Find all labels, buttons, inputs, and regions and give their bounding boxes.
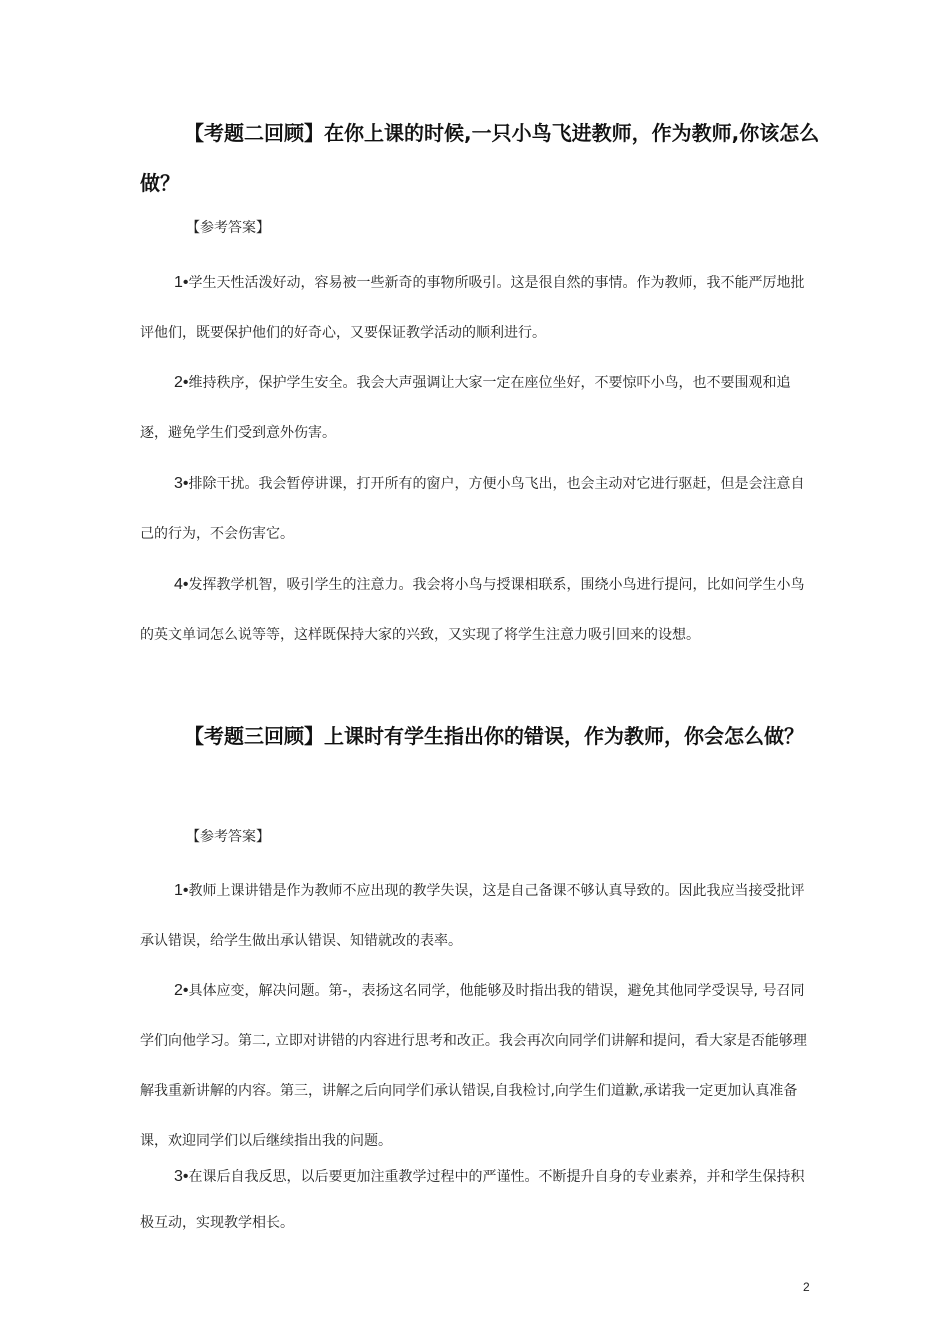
q2-item-1-text: 学生天性活泼好动，容易被一些新奇的事物所吸引。这是很自然的事情。作为教师，我不能严厉地批评他们，既要保护他们的好奇心，又要保证教学活动的顺利进行。	[140, 275, 805, 341]
q2-item-1-number: 1•	[174, 274, 189, 291]
q3-answer-item-1	[140, 866, 816, 966]
q2-answer-item-4	[140, 560, 816, 660]
q2-item-4-text: 发挥教学机智，吸引学生的注意力。我会将小鸟与授课相联系，围绕小鸟进行提问，比如问学生小鸟的英文单词怎么说等等，这样既保持大家的兴致，又实现了将学生注意力吸引回来的设想。	[140, 577, 805, 643]
q2-answer-item-2	[140, 358, 816, 458]
q2-item-3-number: 3•	[174, 475, 189, 492]
q2-item-2-number: 2•	[174, 374, 189, 391]
q3-answer-item-3	[140, 1154, 816, 1246]
q3-item-1-number: 1•	[174, 882, 189, 899]
q2-answer-item-1	[140, 258, 816, 358]
q3-item-3-number: 3•	[174, 1168, 189, 1185]
question-three-heading: 【考题三回顾】上课时有学生指出你的错误，作为教师，你会怎么做？	[184, 724, 804, 748]
q3-answer-item-2	[140, 966, 816, 1166]
q2-item-3-text: 排除干扰。我会暂停讲课，打开所有的窗户，方便小鸟飞出，也会主动对它进行驱赶，但是会注意自己的行为，不会伤害它。	[140, 476, 805, 542]
q2-item-4-number: 4•	[174, 576, 189, 593]
q2-answer-item-3	[140, 459, 816, 559]
q3-item-1-text: 教师上课讲错是作为教师不应出现的教学失误，这是自己备课不够认真导致的。因此我应当接受批评承认错误，给学生做出承认错误、知错就改的表率。	[140, 883, 805, 949]
q3-answer-label: 【参考答案】	[186, 829, 270, 845]
q3-item-3-text: 在课后自我反思，以后要更加注重教学过程中的严谨性。不断提升自身的专业素养，并和学生保持积极互动，实现教学相长。	[140, 1169, 805, 1231]
page-number: 2	[803, 1280, 810, 1294]
q2-item-2-text: 维持秩序，保护学生安全。我会大声强调让大家一定在座位坐好，不要惊吓小鸟，也不要围观和追逐，避免学生们受到意外伤害。	[140, 375, 791, 441]
q3-item-2-text: 具体应变，解决问题。第-，表扬这名同学，他能够及时指出我的错误，避免其他同学受误导, 号召同学们向他学习。第二, 立即对讲错的内容进行思考和改正。我会再次向同学们讲解和提问，看大家是否能够理解我重新讲解的内容。第三，讲解之后向同学们承认错误,自我检讨,向学生们道歉,承诺我一定更加认真准备课，欢迎同学们以后继续指出我的问题。	[140, 983, 807, 1149]
q2-answer-label: 【参考答案】	[186, 220, 270, 236]
q3-item-2-number: 2•	[174, 982, 189, 999]
question-two-heading: 【考题二回顾】在你上课的时候,一只小鸟飞进教师，作为教师,你该怎么做？	[140, 121, 820, 195]
